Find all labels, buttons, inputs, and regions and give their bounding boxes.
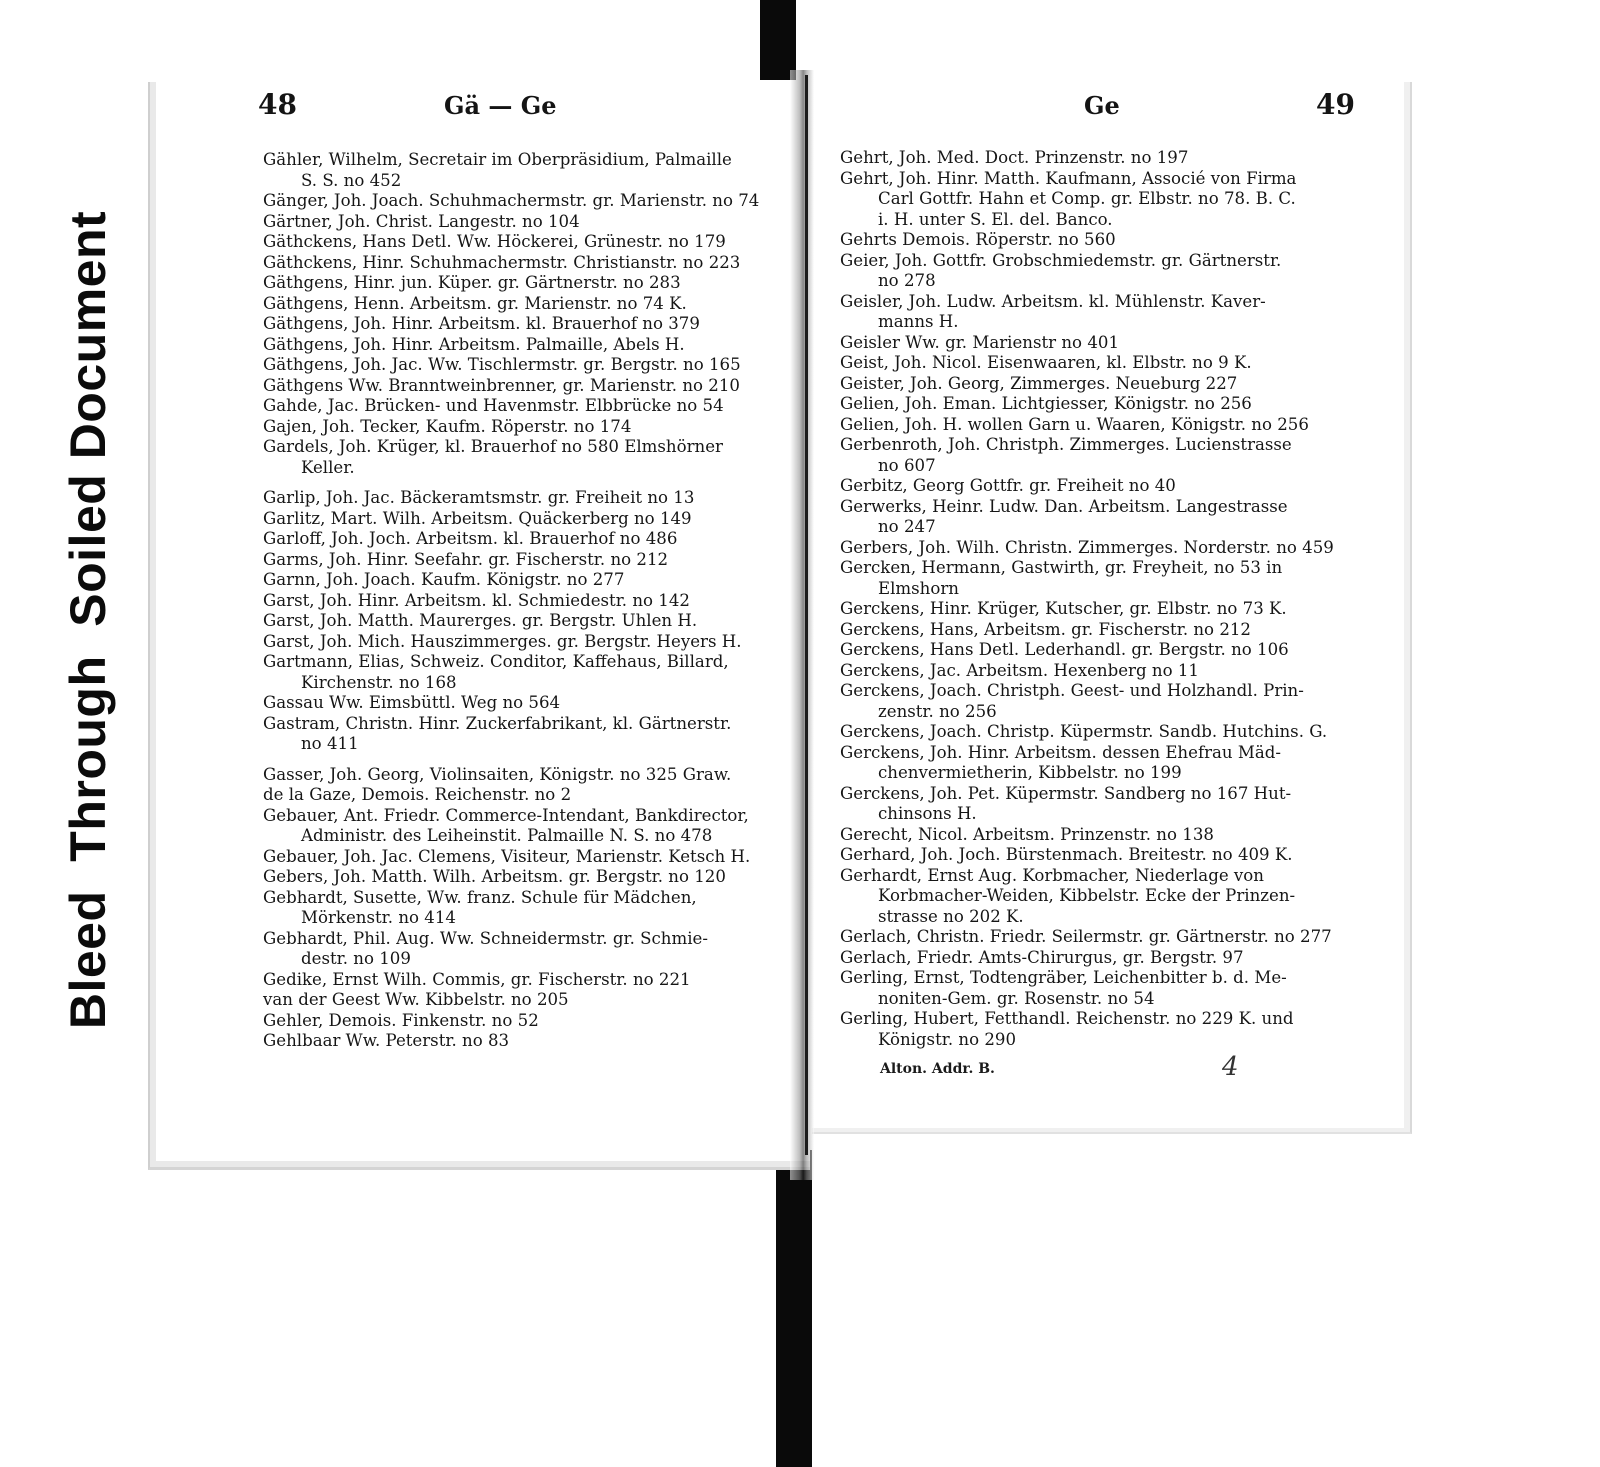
- left-directory-entries: [263, 150, 783, 1052]
- entry-line: Gäthgens, Hinr. jun. Küper. gr. Gärtnerstr. no 283: [263, 273, 681, 292]
- directory-entry: [263, 529, 783, 550]
- right-page-number: 49: [1316, 88, 1355, 121]
- directory-entry: [840, 599, 1365, 620]
- entry-continuation: noniten-Gem. gr. Rosenstr. no 54: [878, 988, 1155, 1008]
- entry-line: Gerwerks, Heinr. Ludw. Dan. Arbeitsm. Langestrasse: [840, 496, 1288, 516]
- entry-continuation: Carl Gottfr. Hahn et Comp. gr. Elbstr. no 78. B. C.: [878, 189, 1296, 208]
- entry-line: Gerhardt, Ernst Aug. Korbmacher, Niederlage von: [840, 865, 1264, 885]
- directory-entry: [840, 538, 1365, 559]
- bleed-through-stamp: [58, 130, 118, 1110]
- entry-line: Gastram, Christn. Hinr. Zuckerfabrikant, kl. Gärtnerstr.: [263, 713, 732, 733]
- entry-line: Garms, Joh. Hinr. Seefahr. gr. Fischerstr. no 212: [263, 549, 669, 569]
- left-running-head: Gä — Ge: [444, 91, 557, 120]
- entry-continuation: zenstr. no 256: [878, 701, 997, 721]
- entry-line: Gerckens, Jac. Arbeitsm. Hexenberg no 11: [840, 660, 1199, 680]
- entry-line: Geist, Joh. Nicol. Eisenwaaren, kl. Elbstr. no 9 K.: [840, 353, 1252, 372]
- entry-line: van der Geest Ww. Kibbelstr. no 205: [263, 990, 569, 1009]
- entry-line: Gerckens, Joh. Hinr. Arbeitsm. dessen Ehefrau Mäd-: [840, 742, 1281, 762]
- directory-entry: [263, 806, 783, 847]
- directory-entry: [263, 1031, 783, 1052]
- entry-line: Gehrt, Joh. Hinr. Matth. Kaufmann, Associé von Firma: [840, 168, 1297, 188]
- entry-line: Gehlbaar Ww. Peterstr. no 83: [263, 1031, 510, 1050]
- entry-continuation: chinsons H.: [878, 804, 977, 823]
- directory-entry: [840, 845, 1365, 866]
- directory-entry: [263, 632, 783, 653]
- entry-line: Gerckens, Joach. Christp. Küpermstr. Sandb. Hutchins. G.: [840, 722, 1328, 741]
- entry-continuation: Königstr. no 290: [878, 1029, 1017, 1049]
- entry-continuation: Kirchenstr. no 168: [301, 672, 457, 692]
- directory-entry: [840, 353, 1365, 374]
- directory-entry: [840, 722, 1365, 743]
- entry-continuation: Keller.: [301, 457, 355, 477]
- directory-entry: [840, 1009, 1365, 1050]
- entry-line: Gäthgens, Joh. Hinr. Arbeitsm. kl. Brauerhof no 379: [263, 314, 700, 333]
- entry-line: Garst, Joh. Mich. Hauszimmerges. gr. Bergstr. Heyers H.: [263, 631, 742, 651]
- directory-entry: [840, 620, 1365, 641]
- book-gutter: [790, 70, 814, 1180]
- entry-line: Gähler, Wilhelm, Secretair im Oberpräsidium, Palmaille: [263, 150, 732, 169]
- entry-line: Gäthgens, Joh. Jac. Ww. Tischlermstr. gr. Bergstr. no 165: [263, 355, 741, 374]
- directory-entry: [840, 148, 1365, 169]
- entry-continuation: Elmshorn: [878, 578, 959, 598]
- entry-line: Garst, Joh. Hinr. Arbeitsm. kl. Schmiedestr. no 142: [263, 590, 690, 610]
- directory-entry: [840, 743, 1365, 784]
- entry-continuation: manns H.: [878, 312, 959, 331]
- directory-entry: [840, 230, 1365, 251]
- entry-line: Gerhard, Joh. Joch. Bürstenmach. Breitestr. no 409 K.: [840, 845, 1293, 864]
- entry-continuation: no 411: [301, 734, 359, 753]
- directory-entry: [263, 970, 783, 991]
- right-directory-entries: [840, 148, 1365, 1050]
- directory-entry: [840, 866, 1365, 928]
- directory-entry: [263, 488, 783, 509]
- directory-entry: [263, 867, 783, 888]
- directory-entry: [840, 169, 1365, 231]
- directory-entry: [263, 990, 783, 1011]
- entry-line: Geier, Joh. Gottfr. Grobschmiedemstr. gr. Gärtnerstr.: [840, 250, 1282, 270]
- directory-entry: [263, 785, 783, 806]
- entry-line: Gerckens, Hans, Arbeitsm. gr. Fischerstr. no 212: [840, 619, 1251, 639]
- directory-entry: [263, 294, 783, 315]
- entry-line: Garlip, Joh. Jac. Bäckeramtsmstr. gr. Freiheit no 13: [263, 488, 695, 507]
- left-page-number: 48: [258, 88, 297, 121]
- directory-entry: [263, 355, 783, 376]
- directory-entry: [263, 652, 783, 693]
- directory-entry: [263, 888, 783, 929]
- entry-line: Gehrt, Joh. Med. Doct. Prinzenstr. no 197: [840, 148, 1189, 167]
- directory-entry: [263, 1011, 783, 1032]
- entry-line: Gercken, Hermann, Gastwirth, gr. Freyheit, no 53 in: [840, 558, 1283, 577]
- entry-line: Garloff, Joh. Joch. Arbeitsm. kl. Brauerhof no 486: [263, 529, 678, 548]
- entry-line: Gahde, Jac. Brücken- und Havenmstr. Elbbrücke no 54: [263, 396, 724, 415]
- handwritten-number: 4: [1222, 1052, 1239, 1082]
- directory-entry: [263, 212, 783, 233]
- entry-line: Gerbenroth, Joh. Christph. Zimmerges. Lucienstrasse: [840, 435, 1292, 454]
- directory-entry: [263, 570, 783, 591]
- directory-entry: [263, 150, 783, 191]
- directory-entry: [263, 765, 783, 786]
- directory-entry: [263, 417, 783, 438]
- directory-entry: [263, 314, 783, 335]
- directory-entry: [263, 611, 783, 632]
- entry-line: Gehler, Demois. Finkenstr. no 52: [263, 1010, 539, 1030]
- directory-entry: [840, 558, 1365, 599]
- directory-entry: [840, 374, 1365, 395]
- entry-continuation: chenvermietherin, Kibbelstr. no 199: [878, 763, 1182, 782]
- entry-line: Gardels, Joh. Krüger, kl. Brauerhof no 580 Elmshörner: [263, 437, 723, 456]
- entry-line: Gebauer, Ant. Friedr. Commerce-Intendant, Bankdirector,: [263, 805, 749, 825]
- entry-line: Gerckens, Joh. Pet. Küpermstr. Sandberg no 167 Hut-: [840, 783, 1292, 803]
- entry-line: Gerling, Hubert, Fetthandl. Reichenstr. no 229 K. und: [840, 1009, 1294, 1028]
- directory-entry: [840, 333, 1365, 354]
- entry-line: Gerbers, Joh. Wilh. Christn. Zimmerges. Norderstr. no 459: [840, 537, 1334, 557]
- entry-line: Garlitz, Mart. Wilh. Arbeitsm. Quäckerberg no 149: [263, 508, 692, 528]
- entry-line: Gänger, Joh. Joach. Schuhmachermstr. gr. Marienstr. no 74: [263, 191, 760, 210]
- entry-continuation: no 278: [878, 271, 936, 290]
- directory-entry: [263, 693, 783, 714]
- directory-entry: [263, 396, 783, 417]
- directory-entry: [840, 415, 1365, 436]
- entry-continuation: Korbmacher-Weiden, Kibbelstr. Ecke der Prinzen-: [878, 886, 1296, 905]
- spine-bottom-bar: [776, 1150, 812, 1467]
- entry-line: Gartmann, Elias, Schweiz. Conditor, Kaffehaus, Billard,: [263, 652, 729, 671]
- entry-line: Gäthgens, Henn. Arbeitsm. gr. Marienstr. no 74 K.: [263, 293, 687, 313]
- entry-continuation: no 247: [878, 517, 936, 536]
- directory-entry: [263, 376, 783, 397]
- directory-entry: [840, 661, 1365, 682]
- directory-entry: [840, 394, 1365, 415]
- directory-entry: [840, 640, 1365, 661]
- entry-line: Garst, Joh. Matth. Maurerges. gr. Bergstr. Uhlen H.: [263, 611, 698, 630]
- directory-entry: [263, 253, 783, 274]
- entry-line: Gasser, Joh. Georg, Violinsaiten, Königstr. no 325 Graw.: [263, 764, 732, 784]
- entry-line: Gärtner, Joh. Christ. Langestr. no 104: [263, 211, 580, 231]
- entry-line: Geisler, Joh. Ludw. Arbeitsm. kl. Mühlenstr. Kaver-: [840, 291, 1266, 311]
- entry-line: Gebauer, Joh. Jac. Clemens, Visiteur, Marienstr. Ketsch H.: [263, 846, 751, 866]
- entry-line: Gerling, Ernst, Todtengräber, Leichenbitter b. d. Me-: [840, 968, 1287, 987]
- entry-line: Gerckens, Joach. Christph. Geest- und Holzhandl. Prin-: [840, 681, 1304, 700]
- entry-continuation: Mörkenstr. no 414: [301, 908, 456, 927]
- directory-entry: [263, 437, 783, 478]
- entry-continuation: Administr. des Leiheinstit. Palmaille N. S. no 478: [301, 826, 713, 845]
- entry-line: Gäthgens, Joh. Hinr. Arbeitsm. Palmaille, Abels H.: [263, 334, 685, 354]
- directory-entry: [840, 825, 1365, 846]
- directory-entry: [263, 509, 783, 530]
- entry-line: Gäthckens, Hinr. Schuhmachermstr. Christianstr. no 223: [263, 252, 741, 272]
- entry-continuation: S. S. no 452: [301, 170, 402, 190]
- entry-line: Gelien, Joh. Eman. Lichtgiesser, Königstr. no 256: [840, 394, 1252, 413]
- entry-line: Geisler Ww. gr. Marienstr no 401: [840, 332, 1119, 352]
- directory-entry: [840, 968, 1365, 1009]
- entry-line: Gassau Ww. Eimsbüttl. Weg no 564: [263, 693, 561, 712]
- entry-line: Gebhardt, Phil. Aug. Ww. Schneidermstr. gr. Schmie-: [263, 928, 708, 948]
- printer-signature: Alton. Addr. B.: [880, 1061, 995, 1077]
- directory-entry: [840, 476, 1365, 497]
- entry-line: Gebers, Joh. Matth. Wilh. Arbeitsm. gr. Bergstr. no 120: [263, 867, 726, 886]
- directory-entry: [263, 550, 783, 571]
- entry-line: Gelien, Joh. H. wollen Garn u. Waaren, Königstr. no 256: [840, 414, 1309, 434]
- entry-line: Gerbitz, Georg Gottfr. gr. Freiheit no 40: [840, 476, 1176, 495]
- entry-line: Gedike, Ernst Wilh. Commis, gr. Fischerstr. no 221: [263, 969, 691, 989]
- entry-line: Gäthckens, Hans Detl. Ww. Höckerei, Grünestr. no 179: [263, 232, 726, 251]
- directory-entry: [263, 591, 783, 612]
- stamp-text: Bleed Through Soiled Document: [60, 210, 116, 1030]
- entry-line: Gerecht, Nicol. Arbeitsm. Prinzenstr. no 138: [840, 824, 1214, 844]
- directory-entry: [840, 784, 1365, 825]
- entry-continuation: no 607: [878, 455, 936, 475]
- entry-continuation: i. H. unter S. El. del. Banco.: [878, 209, 1113, 229]
- directory-entry: [840, 927, 1365, 948]
- entry-line: Gehrts Demois. Röperstr. no 560: [840, 230, 1116, 249]
- spine-top-bar: [760, 0, 796, 80]
- directory-entry: [263, 714, 783, 755]
- directory-entry: [840, 292, 1365, 333]
- directory-entry: [840, 681, 1365, 722]
- right-running-head: Ge: [1084, 91, 1120, 120]
- entry-line: Gerckens, Hans Detl. Lederhandl. gr. Bergstr. no 106: [840, 640, 1289, 659]
- directory-entry: [840, 497, 1365, 538]
- entry-continuation: destr. no 109: [301, 949, 411, 968]
- directory-entry: [263, 335, 783, 356]
- entry-line: Gäthgens Ww. Branntweinbrenner, gr. Marienstr. no 210: [263, 375, 740, 395]
- directory-entry: [840, 251, 1365, 292]
- directory-entry: [263, 929, 783, 970]
- entry-line: Gerckens, Hinr. Krüger, Kutscher, gr. Elbstr. no 73 K.: [840, 599, 1287, 618]
- entry-line: Garnn, Joh. Joach. Kaufm. Königstr. no 277: [263, 570, 625, 589]
- entry-line: Gerlach, Friedr. Amts-Chirurgus, gr. Bergstr. 97: [840, 947, 1244, 967]
- entry-line: Gerlach, Christn. Friedr. Seilermstr. gr. Gärtnerstr. no 277: [840, 927, 1332, 946]
- directory-entry: [263, 847, 783, 868]
- gutter-line: [805, 75, 808, 1155]
- directory-entry: [263, 273, 783, 294]
- entry-continuation: strasse no 202 K.: [878, 906, 1024, 926]
- entry-line: Geister, Joh. Georg, Zimmerges. Neueburg 227: [840, 373, 1238, 393]
- directory-entry: [263, 232, 783, 253]
- directory-entry: [263, 191, 783, 212]
- entry-line: Gebhardt, Susette, Ww. franz. Schule für Mädchen,: [263, 887, 697, 907]
- entry-line: de la Gaze, Demois. Reichenstr. no 2: [263, 785, 572, 804]
- directory-entry: [840, 948, 1365, 969]
- directory-entry: [840, 435, 1365, 476]
- entry-line: Gajen, Joh. Tecker, Kaufm. Röperstr. no 174: [263, 416, 632, 436]
